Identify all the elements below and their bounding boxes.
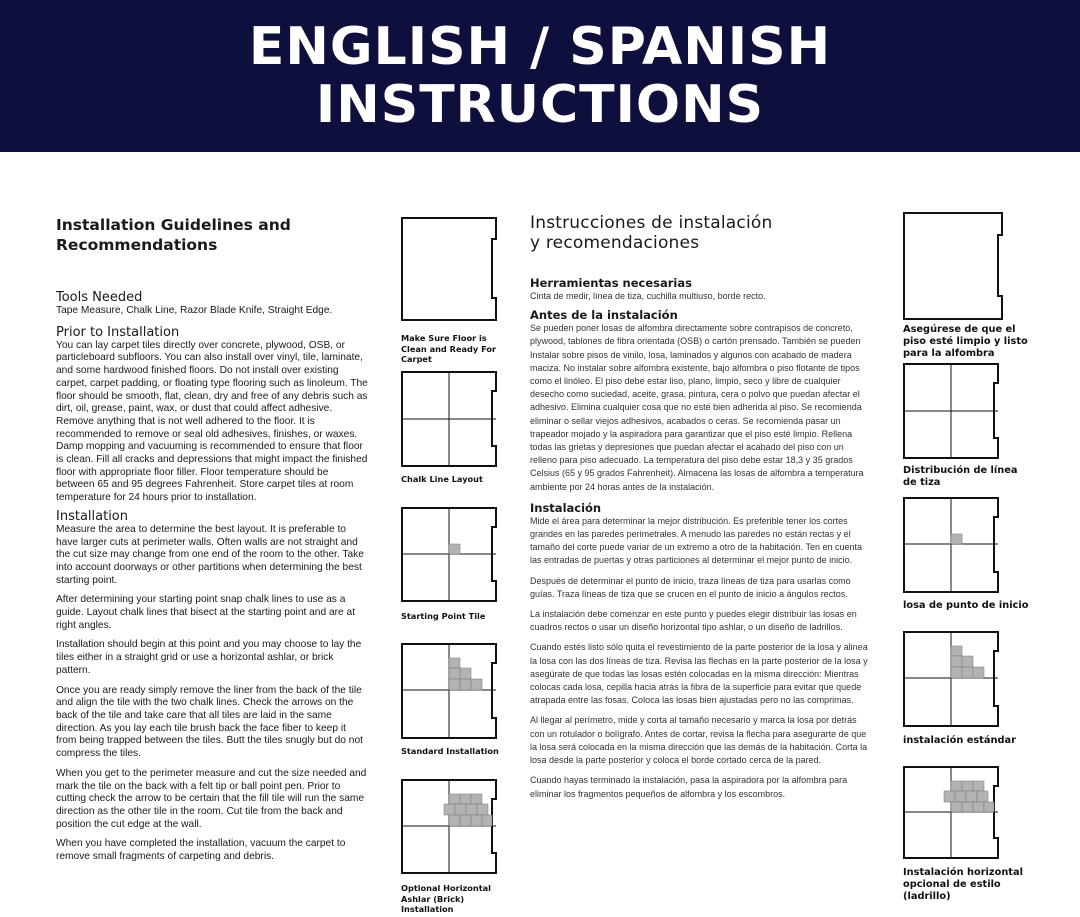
caption-clean-es: Asegúrese de que el piso esté limpio y listo para la alfombra (903, 324, 1028, 359)
english-tools-text: Tape Measure, Chalk Line, Razor Blade Knife, Straight Edge. (56, 305, 333, 316)
chalk-line-layout-icon (903, 363, 1001, 459)
english-install-heading: Installation (56, 508, 129, 524)
figure-clean-floor-en (401, 217, 511, 365)
ashlar-installation-icon (401, 779, 499, 874)
english-install-p3: Installation should begin at this point and you may choose to lay the tiles either in a straight grid or use a horizontal ashlar, or brick pattern. (56, 639, 362, 676)
figure-standard-es (903, 631, 1033, 747)
ashlar-installation-icon (903, 766, 1001, 859)
standard-installation-icon (903, 631, 1001, 727)
floor-outline-icon (401, 217, 499, 321)
spanish-instructions (530, 213, 870, 808)
english-title: Installation Guidelines and Recommendations (56, 216, 291, 254)
spanish-install-heading: Instalación (530, 500, 602, 515)
spanish-install-p2: Después de determinar el punto de inicio, traza líneas de tiza para usarlas como guías. Traza líneas de tiza que se crucen en el punto de inicio a ángulos rectos. (530, 575, 851, 599)
caption-ashlar-en: Optional Horizontal Ashlar (Brick) Installation (401, 883, 491, 914)
caption-standard-en: Standard Installation (401, 746, 499, 756)
english-install-p1: Measure the area to determine the best layout. It is preferable to have larger cuts at perimeter walls. Often walls are not straight and the cut size may change from one end of the room to the other. Take into account doorways or other partitions when determining the best starting point. (56, 523, 364, 586)
english-install-p5: When you get to the perimeter measure and cut the size needed and mark the tile on the back with a felt tip or ball point pen. Prior to cutting check the arrow to be certain that the fill tile will run the same direction as the other tile in the room. Cut tile from the back and position the cut edge at the wall. (56, 767, 367, 830)
banner-title-line1: ENGLISH / SPANISH (248, 17, 832, 77)
spanish-title: Instrucciones de instalación y recomendaciones (530, 213, 773, 253)
figure-ashlar-es (903, 766, 1033, 903)
english-install-p6: When you have completed the installation, vacuum the carpet to remove small fragments of carpeting and debris. (56, 838, 346, 863)
starting-point-tile-icon (903, 497, 1001, 593)
spanish-install-p3: La instalación debe comenzar en este punto y puedes elegir distribuir las losas en cuadros rectos o usar un diseño horizontal tipo ashlar, o un diseño de ladrillos. (530, 609, 857, 633)
caption-ashlar-es: Instalación horizontal opcional de estilo (ladrillo) (903, 867, 1023, 902)
spanish-install-p5: Al llegar al perímetro, mide y corta al tamaño necesario y marca la losa por detrás con un rotulador o bolígrafo. Antes de cortar, revisa la flecha para asegurarte de que la losa será colocada en la misma dirección que las demás de la habitación. Corta la losa desde la parte posterior y coloca el borde cortado cerca de la pared. (530, 715, 868, 766)
figure-chalk-es (903, 363, 1033, 489)
floor-outline-icon (903, 212, 1005, 320)
spanish-install-p4: Cuando estés listo sólo quita el revestimiento de la parte posterior de la losa y alinea la losa con las dos líneas de tiza. Revisa las flechas en la parte posterior de la losa y asegúrate de que todas las losas estén colocadas en la misma dirección: Mientras colocas cada losa, cepilla hacia atrás la fibra de la superficie para evitar que quede atrapada entre las fosas. Coloca las losas bien ajustadas pero no las comprimas. (530, 642, 868, 706)
figure-start-en (401, 507, 511, 622)
standard-installation-icon (401, 643, 499, 739)
starting-point-tile-icon (401, 507, 499, 602)
header-banner (0, 0, 1080, 152)
caption-start-en: Starting Point Tile (401, 611, 486, 621)
caption-standard-es: instalación estándar (903, 735, 1016, 746)
figure-start-es (903, 497, 1033, 612)
spanish-install-p6: Cuando hayas terminado la instalación, pasa la aspiradora por la alfombra para eliminar los fragmentos pequeños de alfombra y los escombros. (530, 775, 848, 799)
caption-chalk-en: Chalk Line Layout (401, 474, 483, 484)
spanish-tools-heading: Herramientas necesarias (530, 276, 692, 290)
spanish-tools-text: Cinta de medir, línea de tiza, cuchilla multiuso, borde recto. (530, 291, 766, 301)
banner-title-line2: INSTRUCTIONS (315, 75, 765, 135)
figure-chalk-en (401, 371, 511, 485)
caption-clean-en: Make Sure Floor is Clean and Ready For Carpet (401, 333, 496, 364)
english-instructions (56, 215, 368, 871)
caption-start-es: losa de punto de inicio (903, 600, 1029, 611)
spanish-prior-heading: Antes de la instalación (530, 308, 678, 323)
chalk-line-layout-icon (401, 371, 499, 467)
english-install-p4: Once you are ready simply remove the liner from the back of the tile and align the tile with the two chalk lines. Check the arrows on the back of the tile and take care that all tiles are laid in the same direction. As you lay each tile brush back the face fiber to keep it from being trapped between the tiles. Butt the tiles snugly but do not compress the tiles. (56, 684, 363, 760)
english-install-p2: After determining your starting point snap chalk lines to use as a guide. Layout chalk lines that bisect at the starting point and are at right angles. (56, 594, 356, 631)
figure-clean-floor-es (903, 212, 1033, 360)
caption-chalk-es: Distribución de línea de tiza (903, 465, 1018, 488)
spanish-prior-text: Se pueden poner losas de alfombra directamente sobre contrapisos de concreto, plywood, tablones de fibra orientada (OSB) o cartón prensado. También se pueden Instalar sobre pisos de vinilo, losa, laminados y algunos con acabado de madera maciza. No instalar sobre alfombra existente, bajo alfombra o piso flotante de tipos como el linóleo. El piso debe estar liso, plano, limpio, seco y libre de cualquier desecho como suciedad, aceite, grasa, pintura, cera o polvo que puedan afectar el adhesivo. Elimina cualquier cosa que no esté bien adherida al piso. Se recomienda eliminar o sellar viejos adhesivos, acabados o ceras. Se recomienda pasar un trapeador mojado y la aspiradora para garantizar que el piso esté limpio. Rellena todas las grietas y depresiones que puedan afectar el acabado del piso con un relleno para piso adecuado. La temperatura del piso debe estar 18,3 y 35 grados Celsius (65 y 95 grados Fahrenheit). Almacena las losas de alfombra a temperatura ambiente por 24 horas antes de la instalación. (530, 323, 864, 492)
english-prior-text: You can lay carpet tiles directly over concrete, plywood, OSB, or particleboard subfloors. You can also install over vinyl, tile, laminate, and some hardwood finished floors. Do not install over existing carpet, carpet padding, or floating type flooring such as linoleum. The floor should be smooth, flat, clean, dry and free of any debris such as dirt, oil, grease, paint, wax, or dust that could affect adhesive. Remove anything that is not well adhered to the floor. It is recommended to remove or seal old adhesives, finishes, or waxes. Damp mopping and vacuuming is recommended to ensure that floor is clean. Fill all cracks and depressions that might impact the finished floor with appropriate floor filler. Floor temperature should be between 65 and 95 degrees Fahrenheit. Store carpet tiles at room temperature for 24 hours prior to installation. (56, 339, 368, 504)
english-prior-heading: Prior to Installation (56, 324, 180, 340)
spanish-install-p1: Mide el área para determinar la mejor distribución. Es preferible tener los cortes grandes en las paredes perimetrales. A menudo las paredes no están rectas y el tamaño del corte puede variar de un extremo a otro de la habitación. Ten en cuenta las entradas de puertas y otras particiones al determinar el mejor punto de inicio. (530, 515, 863, 566)
english-tools-heading: Tools Needed (56, 290, 143, 305)
figure-standard-en (401, 643, 511, 757)
figure-ashlar-en (401, 779, 491, 915)
